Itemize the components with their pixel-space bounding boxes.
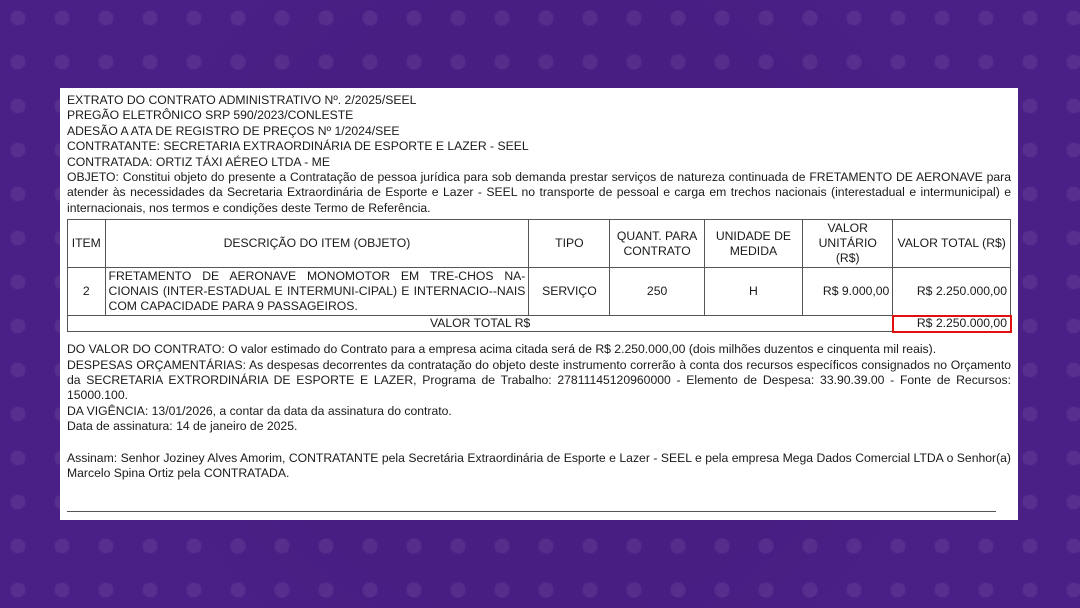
assinam-paragraph: Assinam: Senhor Joziney Alves Amorim, CONTRATANTE pela Secretária Extraordinária de Esporte e Lazer - SEEL e pela empresa Mega Dados Comercial LTDA o Senhor(a) Marcelo Spina Ortiz pela CONTRATADA. [67, 450, 1011, 481]
cell-descricao: FRETAMENTO DE AERONAVE MONOMOTOR EM TRE-CHOS NA-CIONAIS (INTER-ESTADUAL E INTERMUNI-CIPAL) E INTERNACIO--NAIS COM CAPACIDADE PARA 9 PASSAGEIROS. [105, 268, 529, 316]
contratante-line: CONTRATANTE: SECRETARIA EXTRAORDINÁRIA DE ESPORTE E LAZER - SEEL [67, 139, 529, 154]
table-header-row [68, 220, 1011, 268]
total-value-highlighted: R$ 2.250.000,00 [893, 316, 1011, 332]
contract-title: EXTRATO DO CONTRATO ADMINISTRATIVO Nº. 2/2025/SEEL [67, 93, 417, 107]
cell-unidade: H [704, 268, 802, 316]
document-extract [60, 88, 1018, 520]
cell-quant: 250 [610, 268, 704, 316]
data-assinatura-line: Data de assinatura: 14 de janeiro de 2025. [67, 419, 298, 434]
valor-paragraph: DO VALOR DO CONTRATO: O valor estimado do Contrato para a empresa acima citada será de R$ 2.250.000,00 (dois milhões duzentos e cinquenta mil reais). [67, 342, 937, 357]
header-descricao: DESCRIÇÃO DO ITEM (OBJETO) [105, 220, 529, 268]
cell-valor-unitario: R$ 9.000,00 [803, 268, 893, 316]
adesao-line: ADESÃO A ATA DE REGISTRO DE PREÇOS Nº 1/2024/SEE [67, 123, 400, 138]
header-unidade: UNIDADE DE MEDIDA [704, 220, 802, 268]
cell-tipo: SERVIÇO [529, 268, 610, 316]
bottom-divider [67, 511, 996, 512]
items-table [67, 219, 1011, 332]
header-tipo: TIPO [529, 220, 610, 268]
contratada-line: CONTRATADA: ORTIZ TÁXI AÉREO LTDA - ME [67, 154, 330, 169]
pregao-line: PREGÃO ELETRÔNICO SRP 590/2023/CONLESTE [67, 108, 354, 123]
table-row [68, 268, 1011, 316]
total-row [68, 316, 1011, 332]
objeto-paragraph: OBJETO: Constitui objeto do presente a Contratação de pessoa jurídica para sob demanda prestar serviços de natureza continuada de FRETAMENTO DE AERONAVE para atender às necessidades da Secretaria Extraordinária de Esporte e Lazer - SEEL no transporte de pessoal e carga em trechos nacionais (interestadual e intermunicipal) e internacionais, nos termos e condições deste Termo de Referência. [67, 170, 1011, 215]
vigencia-line: DA VIGÊNCIA: 13/01/2026, a contar da data da assinatura do contrato. [67, 403, 452, 418]
total-label: VALOR TOTAL R$ [68, 316, 893, 332]
cell-item: 2 [68, 268, 106, 316]
header-valor-unitario: VALOR UNITÁRIO (R$) [803, 220, 893, 268]
header-valor-total: VALOR TOTAL (R$) [893, 220, 1011, 268]
cell-valor-total: R$ 2.250.000,00 [893, 268, 1011, 316]
despesas-paragraph: DESPESAS ORÇAMENTÁRIAS: As despesas decorrentes da contratação do objeto deste instrumento correrão à conta dos recursos específicos consignados no Orçamento da SECRETARIA EXTRORDINÁRIA DE ESPORTE E LAZER, Programa de Trabalho: 27811145120960000 - Elemento de Despesa: 33.90.39.00 - Fonte de Recursos: 15000.100. [67, 357, 1011, 403]
header-item: ITEM [68, 220, 106, 268]
header-quant: QUANT. PARA CONTRATO [610, 220, 704, 268]
